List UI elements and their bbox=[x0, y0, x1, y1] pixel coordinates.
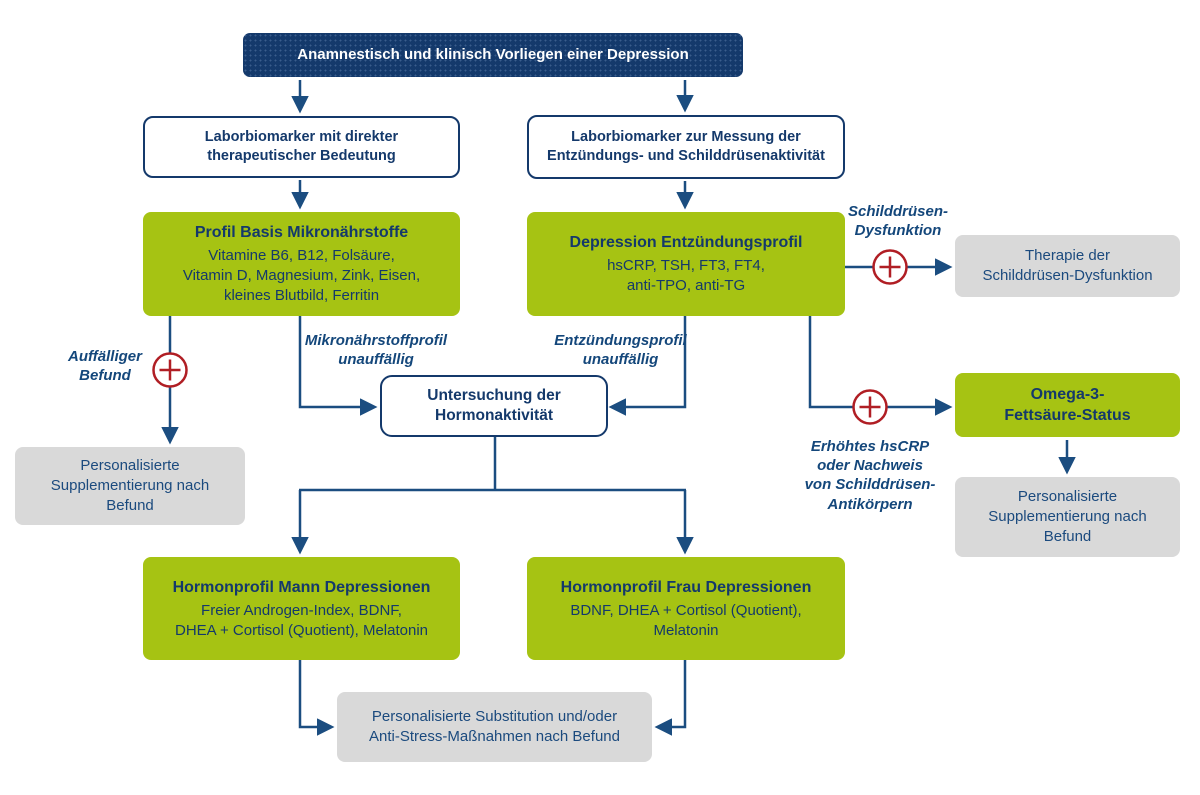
label-abnormal-finding bbox=[45, 347, 165, 385]
label-text: oder Nachweis bbox=[817, 457, 923, 475]
node-text: Laborbiomarker mit direkter bbox=[204, 128, 399, 145]
node-text: Melatonin bbox=[653, 621, 719, 639]
node-title: Depression Entzündungsprofil bbox=[569, 234, 803, 252]
node-profile-inflammation bbox=[527, 212, 845, 316]
label-thyroid-dysfunction bbox=[823, 202, 973, 240]
node-text: DHEA + Cortisol (Quotient), Melatonin bbox=[174, 621, 429, 639]
label-micronutrient-normal bbox=[296, 331, 456, 369]
node-title: Fettsäure-Status bbox=[1004, 407, 1131, 424]
node-text: Befund bbox=[1043, 527, 1092, 545]
node-lab-inflammation bbox=[527, 115, 845, 179]
node-hormone-female bbox=[527, 557, 845, 660]
label-text: Antikörpern bbox=[827, 495, 913, 513]
connector-line bbox=[658, 660, 685, 727]
node-text: Personalisierte bbox=[1017, 488, 1118, 506]
label-text: Entzündungsprofil bbox=[554, 332, 687, 349]
label-text: Befund bbox=[79, 367, 131, 385]
label-text: Mikronährstoffprofil bbox=[304, 332, 448, 349]
connector-line bbox=[810, 316, 949, 407]
label-elevated-hscrp bbox=[785, 437, 955, 514]
node-text: Anamnestisch und klinisch Vorliegen einer Depression bbox=[297, 46, 689, 64]
node-text: Personalisierte bbox=[80, 457, 180, 475]
node-depression-start bbox=[243, 33, 743, 77]
node-text: Supplementierung nach bbox=[50, 477, 210, 495]
connector-line bbox=[300, 660, 331, 727]
label-text: Erhöhtes hsCRP bbox=[810, 438, 930, 455]
node-text: Schilddrüsen-Dysfunktion bbox=[982, 267, 1153, 284]
node-title: Profil Basis Mikronährstoffe bbox=[194, 224, 409, 242]
label-text: Schilddrüsen- bbox=[847, 203, 948, 220]
node-text: Untersuchung der bbox=[427, 386, 561, 404]
node-substitution bbox=[337, 692, 652, 762]
label-text: von Schilddrüsen- bbox=[804, 476, 936, 494]
node-text: Hormonaktivität bbox=[435, 407, 553, 424]
node-profile-micronutrients bbox=[143, 212, 460, 316]
node-text: Personalisierte Substitution und/oder bbox=[371, 708, 618, 726]
node-text: Anti-Stress-Maßnahmen nach Befund bbox=[369, 728, 620, 745]
node-text: Vitamine B6, B12, Folsäure, bbox=[208, 247, 395, 265]
node-supplementation-right bbox=[955, 477, 1180, 557]
label-text: unauffällig bbox=[338, 351, 414, 369]
positive-finding-plus-icon bbox=[874, 251, 907, 284]
node-lab-direct bbox=[143, 116, 460, 178]
node-title: Hormonprofil Mann Depressionen bbox=[172, 578, 431, 596]
label-text: Auffälliger bbox=[68, 348, 142, 365]
node-hormone-activity bbox=[380, 375, 608, 437]
label-text: Dysfunktion bbox=[854, 222, 942, 240]
node-supplementation-left bbox=[15, 447, 245, 525]
positive-finding-plus-icon bbox=[854, 391, 887, 424]
node-text: therapeutischer Bedeutung bbox=[207, 148, 396, 164]
node-text: anti-TPO, anti-TG bbox=[626, 277, 746, 295]
node-text: Befund bbox=[106, 496, 154, 514]
node-text: Therapie der bbox=[1024, 247, 1111, 265]
node-text: Entzündungs- und Schilddrüsenaktivität bbox=[547, 148, 825, 164]
node-text: kleines Blutbild, Ferritin bbox=[223, 286, 380, 304]
node-therapy-thyroid bbox=[955, 235, 1180, 297]
node-text: Vitamin D, Magnesium, Zink, Eisen, bbox=[182, 267, 421, 285]
node-text: BDNF, DHEA + Cortisol (Quotient), bbox=[570, 601, 802, 619]
node-text: Freier Androgen-Index, BDNF, bbox=[201, 601, 402, 619]
node-text: Supplementierung nach bbox=[988, 508, 1147, 526]
node-text: Laborbiomarker zur Messung der bbox=[571, 128, 801, 145]
node-hormone-male bbox=[143, 557, 460, 660]
label-inflammation-normal bbox=[548, 331, 693, 369]
node-text: hsCRP, TSH, FT3, FT4, bbox=[607, 257, 765, 275]
label-text: unauffällig bbox=[582, 351, 659, 369]
node-title: Omega-3- bbox=[1030, 385, 1105, 403]
node-title: Hormonprofil Frau Depressionen bbox=[560, 578, 812, 596]
node-omega3-status bbox=[955, 373, 1180, 437]
